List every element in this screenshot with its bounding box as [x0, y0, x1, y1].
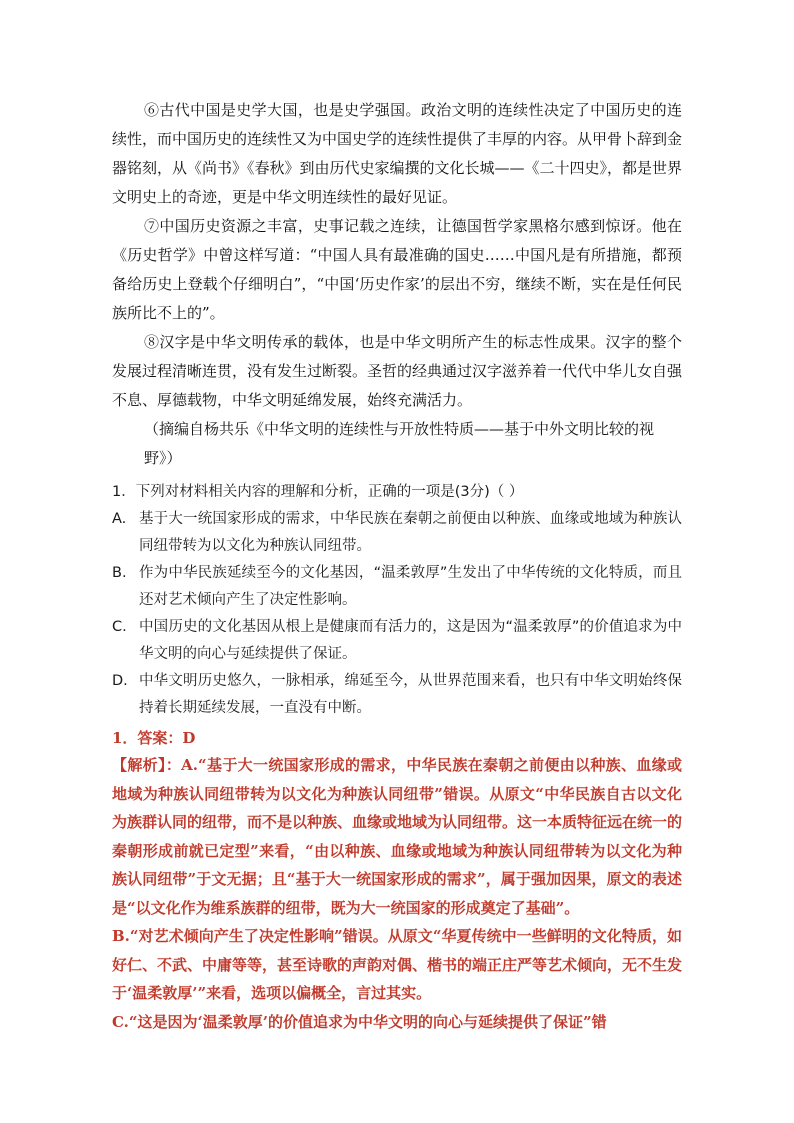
option-a	[112, 506, 682, 560]
question-1	[112, 479, 682, 722]
option-text: 中国历史的文化基因从根上是健康而有活力的，这是因为“温柔敦厚”的价值追求为中华文明的向心与延续提供了保证。	[139, 619, 682, 662]
question-stem: 1．下列对材料相关内容的理解和分析，正确的一项是(3分)（ ）	[112, 484, 524, 500]
option-letter: D.	[112, 673, 128, 689]
option-letter: A.	[112, 511, 127, 527]
analysis-b: B.“对艺术倾向产生了决定性影响”错误。从原文“华夏传统中一些鲜明的文化特质，如好仁、不武、中庸等等，甚至诗歌的声韵对偶、楷书的端正庄严等艺术倾向，无不生发于‘温柔敦厚’”来看，选项以偏概全，言过其实。	[112, 927, 683, 1002]
analysis-section	[112, 751, 682, 1036]
source-citation-end: 野》）	[144, 449, 182, 467]
document-page	[112, 96, 682, 1036]
option-b	[112, 560, 682, 614]
source-citation: （摘编自杨共乐《中华文明的连续性与开放性特质——基于中外文明比较的视	[144, 420, 655, 438]
analysis-a: 【解析】：A.“基于大一统国家形成的需求，中华民族在秦朝之前便由以种族、血缘或地域为种族认同纽带转为以文化为种族认同纽带”错误。从原文“中华民族自古以文化为族群认同的纽带，而不是以种族、血缘或地域为认同纽带。这一本质特征远在统一的秦朝形成前就已定型”来看，“由以种族、血缘或地域为种族认同纽带转为以文化为种族认同纽带”于文无据；且“基于大一统国家形成的需求”，属于强加因果，原文的表述是“以文化作为维系族群的纽带，既为大一统国家的形成奠定了基础”。	[112, 756, 683, 917]
option-text: 作为中华民族延续至今的文化基因，“温柔敦厚”生发出了中华传统的文化特质，而且还对艺术倾向产生了决定性影响。	[139, 565, 682, 608]
answer-line: 1．答案：D	[112, 729, 196, 747]
option-letter: B.	[112, 565, 127, 581]
analysis-c: C.“这是因为‘温柔敦厚’的价值追求为中华文明的向心与延续提供了保证”错	[112, 1012, 607, 1031]
option-c	[112, 614, 682, 668]
paragraph-6: ⑥古代中国是史学大国，也是史学强国。政治文明的连续性决定了中国历史的连续性，而中国历史的连续性又为中国史学的连续性提供了丰厚的内容。从甲骨卜辞到金器铭刻，从《尚书》《春秋》到由历代史家编撰的文化长城——《二十四史》，都是世界文明史上的奇迹，更是中华文明连续性的最好见证。	[112, 101, 683, 206]
option-text: 基于大一统国家形成的需求，中华民族在秦朝之前便由以种族、血缘或地域为种族认同纽带转为以文化为种族认同纽带。	[139, 511, 682, 554]
option-text: 中华文明历史悠久，一脉相承，绵延至今，从世界范围来看，也只有中华文明始终保持着长期延续发展，一直没有中断。	[139, 673, 682, 716]
option-letter: C.	[112, 619, 127, 635]
reading-passage	[112, 96, 682, 473]
option-d	[112, 668, 682, 722]
paragraph-7: ⑦中国历史资源之丰富，史事记载之连续，让德国哲学家黑格尔感到惊讶。他在《历史哲学》中曾这样写道：“中国人具有最准确的国史……中国凡是有所措施，都预备给历史上登载个仔细明白”，“中国‘历史作家’的层出不穷，继续不断，实在是任何民族所比不上的”。	[112, 217, 682, 322]
paragraph-8: ⑧汉字是中华文明传承的载体，也是中华文明所产生的标志性成果。汉字的整个发展过程清晰连贯，没有发生过断裂。圣哲的经典通过汉字滋养着一代代中华儿女自强不息、厚德载物，中华文明延绵发展，始终充满活力。	[112, 333, 683, 409]
